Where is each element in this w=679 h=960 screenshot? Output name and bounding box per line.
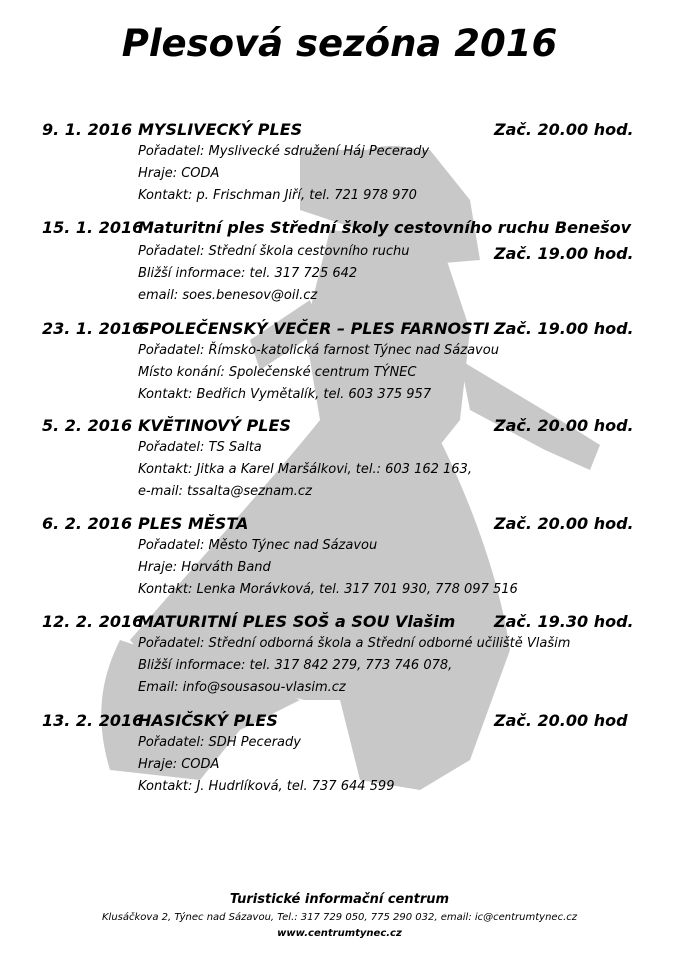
event-date: 5. 2. 2016 — [42, 416, 133, 435]
event-detail: Kontakt: J. Hudrlíková, tel. 737 644 599 — [138, 779, 395, 794]
event-start-time: Zač. 19.30 hod. — [494, 612, 634, 631]
event-detail: Hraje: CODA — [138, 757, 220, 772]
page-title: Plesová sezóna 2016 — [121, 22, 558, 65]
event-detail: Pořadatel: Myslivecké sdružení Háj Pecerady — [138, 144, 430, 159]
event-detail: Kontakt: Jitka a Karel Maršálkovi, tel.: 603 162 163, — [138, 462, 472, 477]
event-name: MYSLIVECKÝ PLES — [138, 120, 303, 139]
event-detail: Místo konání: Společenské centrum TÝNEC — [138, 365, 417, 380]
event-detail: Pořadatel: Střední odborná škola a Střední odborné učiliště Vlašim — [138, 636, 571, 651]
event-start-time: Zač. 20.00 hod. — [494, 416, 634, 435]
event-start-time: Zač. 19.00 hod. — [494, 319, 634, 338]
event-detail: Bližší informace: tel. 317 725 642 — [138, 266, 358, 281]
event-start-time: Zač. 19.00 hod. — [494, 244, 634, 263]
event-detail: Pořadatel: SDH Pecerady — [138, 735, 301, 750]
event-detail: Pořadatel: TS Salta — [138, 440, 262, 455]
event-name: MATURITNÍ PLES SOŠ a SOU Vlašim — [138, 612, 456, 631]
event-start-time: Zač. 20.00 hod. — [494, 514, 634, 533]
event-detail: Pořadatel: Střední škola cestovního ruchu — [138, 244, 410, 259]
footer-website-link[interactable]: www.centrumtynec.cz — [277, 928, 402, 939]
event-name: PLES MĚSTA — [138, 514, 249, 533]
event-detail: Kontakt: Bedřich Vymětalík, tel. 603 375 957 — [138, 387, 432, 402]
event-detail: Pořadatel: Město Týnec nad Sázavou — [138, 538, 378, 553]
event-name: HASIČSKÝ PLES — [138, 711, 278, 730]
footer-address: Klusáčkova 2, Týnec nad Sázavou, Tel.: 317 729 050, 775 290 032, email: ic@centrumtynec.cz — [102, 912, 577, 923]
event-start-time: Zač. 20.00 hod. — [494, 120, 634, 139]
event-detail: Kontakt: p. Frischman Jiří, tel. 721 978 970 — [138, 188, 417, 203]
event-detail: Hraje: CODA — [138, 166, 220, 181]
event-date: 12. 2. 2016 — [42, 612, 144, 631]
event-date: 13. 2. 2016 — [42, 711, 144, 730]
footer-organization: Turistické informační centrum — [229, 892, 450, 907]
event-detail: email: soes.benesov@oil.cz — [138, 288, 318, 303]
event-detail: Email: info@sousasou-vlasim.cz — [138, 680, 346, 695]
event-detail: Pořadatel: Římsko-katolická farnost Týnec nad Sázavou — [138, 343, 499, 358]
event-name: KVĚTINOVÝ PLES — [138, 416, 291, 435]
event-date: 23. 1. 2016 — [42, 319, 144, 338]
event-date: 15. 1. 2016 — [42, 218, 144, 237]
event-detail: Kontakt: Lenka Morávková, tel. 317 701 930, 778 097 516 — [138, 582, 518, 597]
event-start-time: Zač. 20.00 hod — [494, 711, 628, 730]
event-detail: Bližší informace: tel. 317 842 279, 773 746 078, — [138, 658, 453, 673]
event-date: 6. 2. 2016 — [42, 514, 133, 533]
event-date: 9. 1. 2016 — [42, 120, 133, 139]
event-name: SPOLEČENSKÝ VEČER – PLES FARNOSTI — [138, 319, 490, 338]
event-detail: e-mail: tssalta@seznam.cz — [138, 484, 312, 499]
event-detail: Hraje: Horváth Band — [138, 560, 271, 575]
event-name: Maturitní ples Střední školy cestovního ruchu Benešov — [138, 218, 632, 237]
